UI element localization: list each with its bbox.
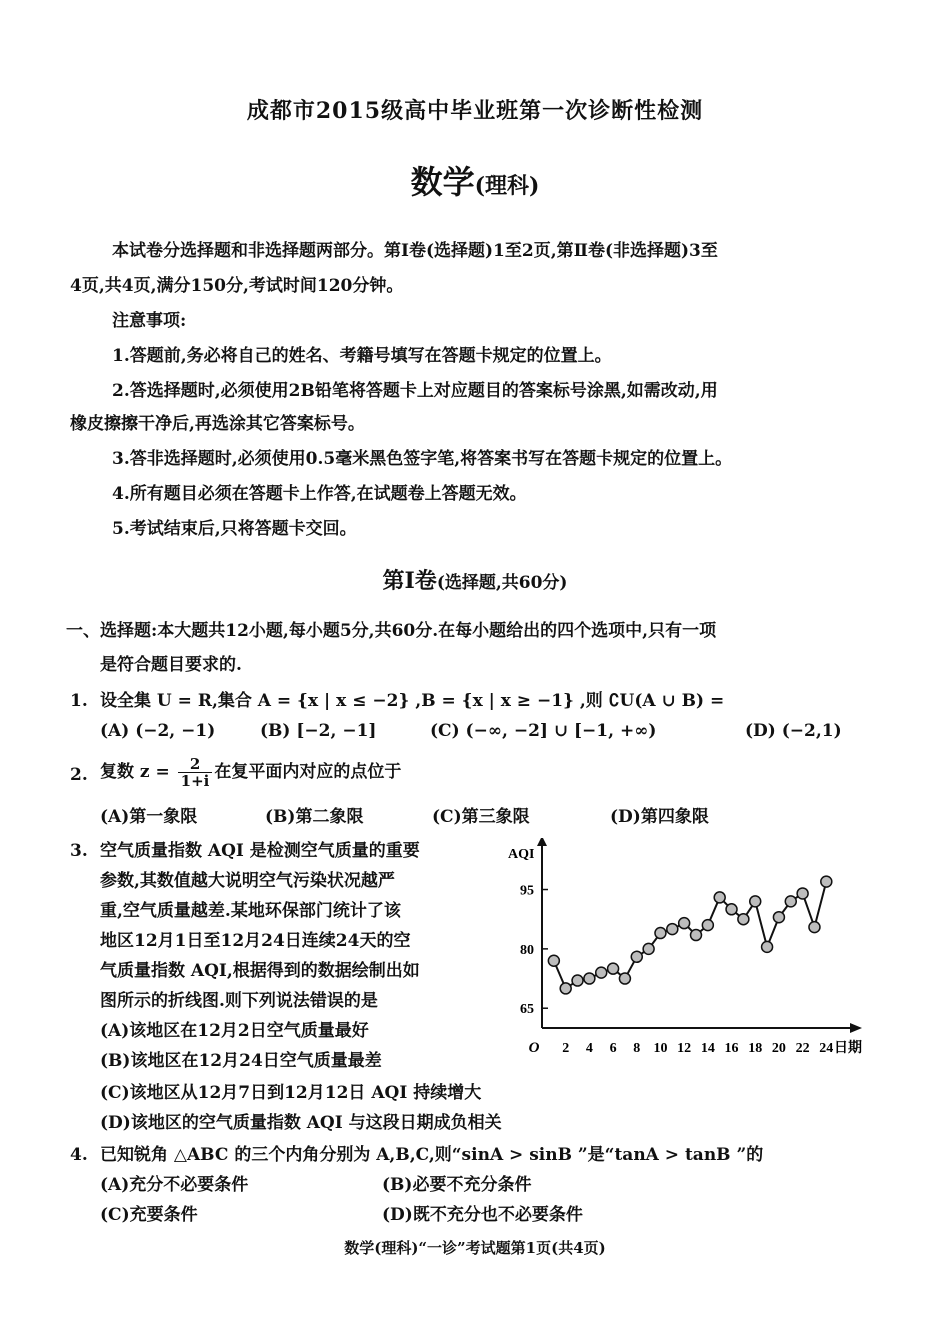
x-tick-label: 22 bbox=[795, 1041, 810, 1056]
q3-line: 气质量指数 AQI,根据得到的数据绘制出如 bbox=[100, 961, 420, 981]
q4-stem: 已知锐角 △ABC 的三个内角分别为 A,B,C,则“sinA > sinB ”是“tanA > tanB ”的 bbox=[100, 1145, 764, 1165]
q3-option-c: (C)该地区从12月7日到12月12日 AQI 持续增大 bbox=[100, 1083, 482, 1103]
data-point bbox=[785, 896, 796, 907]
q3-option-d: (D)该地区的空气质量指数 AQI 与这段日期成负相关 bbox=[100, 1113, 502, 1133]
aqi-line-chart bbox=[500, 838, 870, 1083]
q2-option-b: (B)第二象限 bbox=[265, 807, 364, 827]
x-tick-label: 8 bbox=[633, 1041, 641, 1056]
data-point bbox=[738, 914, 749, 925]
data-point bbox=[702, 920, 713, 931]
x-tick-label: 4 bbox=[585, 1041, 593, 1056]
q1-option-c: (C) (−∞, −2] ∪ [−1, +∞) bbox=[430, 721, 657, 741]
q3-line: 空气质量指数 AQI 是检测空气质量的重要 bbox=[100, 841, 420, 861]
q3-number: 3. bbox=[70, 841, 88, 861]
subject-paren: (理科) bbox=[474, 173, 540, 199]
x-tick-label: 6 bbox=[609, 1041, 617, 1056]
x-tick-label: 18 bbox=[748, 1041, 763, 1056]
data-point bbox=[643, 943, 654, 954]
x-tick-label: 2 bbox=[562, 1041, 570, 1056]
q3-line: 图所示的折线图.则下列说法错误的是 bbox=[100, 991, 378, 1011]
q3-option-a: (A)该地区在12月2日空气质量最好 bbox=[100, 1021, 369, 1041]
y-tick-label: 80 bbox=[520, 942, 534, 958]
x-tick-label: 14 bbox=[700, 1041, 715, 1056]
data-point bbox=[809, 922, 820, 933]
note-item: 1.答题前,务必将自己的姓名、考籍号填写在答题卡规定的位置上。 bbox=[112, 346, 612, 366]
y-tick-label: 65 bbox=[520, 1002, 534, 1018]
data-point bbox=[619, 973, 630, 984]
q1-option-d: (D) (−2,1) bbox=[745, 721, 842, 741]
data-point bbox=[821, 876, 832, 887]
x-tick-label: 24 bbox=[819, 1041, 834, 1056]
part1-instruction-line-1: 一、选择题:本大题共12小题,每小题5分,共60分.在每小题给出的四个选项中,只有一项 bbox=[66, 621, 717, 641]
x-axis-label: 日期 bbox=[834, 1040, 862, 1056]
page-footer: 数学(理科)“一诊”考试题第1页(共4页) bbox=[344, 1239, 606, 1257]
q1-option-b: (B) [−2, −1] bbox=[260, 721, 377, 741]
aqi-series-points bbox=[548, 876, 831, 994]
notes-title: 注意事项: bbox=[112, 311, 187, 331]
x-axis-arrow bbox=[850, 1023, 862, 1033]
q4-option-c: (C)充要条件 bbox=[100, 1205, 198, 1225]
note-item: 2.答选择题时,必须使用2B铅笔将答题卡上对应题目的答案标号涂黑,如需改动,用 bbox=[112, 381, 718, 401]
y-axis-label: AQI bbox=[508, 847, 535, 862]
q1-number: 1. bbox=[70, 691, 88, 711]
note-item: 橡皮擦擦干净后,再选涂其它答案标号。 bbox=[70, 414, 365, 434]
exam-title: 成都市2015级高中毕业班第一次诊断性检测 bbox=[246, 98, 704, 124]
q3-line: 重,空气质量越差.某地环保部门统计了该 bbox=[100, 901, 401, 921]
q2-option-a: (A)第一象限 bbox=[100, 807, 198, 827]
q2-stem bbox=[100, 752, 401, 792]
data-point bbox=[714, 892, 725, 903]
subject-title bbox=[0, 162, 950, 206]
q3-option-b: (B)该地区在12月24日空气质量最差 bbox=[100, 1051, 382, 1071]
data-point bbox=[750, 896, 761, 907]
data-point bbox=[608, 963, 619, 974]
q2-number: 2. bbox=[70, 765, 88, 785]
q3-line: 参数,其数值越大说明空气污染状况越严 bbox=[100, 871, 395, 891]
data-point bbox=[655, 928, 666, 939]
data-point bbox=[572, 975, 583, 986]
intro-line-2: 4页,共4页,满分150分,考试时间120分钟。 bbox=[70, 276, 404, 296]
data-point bbox=[548, 955, 559, 966]
q4-number: 4. bbox=[70, 1145, 88, 1165]
y-axis-arrow bbox=[537, 838, 547, 846]
x-tick-label: 20 bbox=[771, 1041, 786, 1056]
data-point bbox=[691, 930, 702, 941]
q4-option-d: (D)既不充分也不必要条件 bbox=[382, 1205, 583, 1225]
data-point bbox=[797, 888, 808, 899]
q2-stem-pre: 复数 z = bbox=[100, 762, 170, 782]
data-point bbox=[773, 912, 784, 923]
origin-label: O bbox=[528, 1040, 540, 1056]
y-tick-label: 95 bbox=[520, 883, 534, 899]
data-point bbox=[560, 983, 571, 994]
q2-stem-post: 在复平面内对应的点位于 bbox=[214, 762, 402, 782]
note-item: 5.考试结束后,只将答题卡交回。 bbox=[112, 519, 357, 539]
q2-fraction bbox=[178, 756, 213, 789]
q4-option-a: (A)充分不必要条件 bbox=[100, 1175, 249, 1195]
q1-stem: 设全集 U = R,集合 A = {x | x ≤ −2} ,B = {x | x ≥ −1} ,则 ∁U(A ∪ B) = bbox=[100, 691, 725, 711]
data-point bbox=[631, 951, 642, 962]
section-subtitle: (选择题,共60分) bbox=[436, 573, 568, 593]
q3-line: 地区12月1日至12月24日连续24天的空 bbox=[100, 931, 411, 951]
data-point bbox=[679, 918, 690, 929]
chart-labels bbox=[508, 847, 862, 1056]
data-point bbox=[667, 924, 678, 935]
section-heading bbox=[0, 564, 950, 595]
x-tick-label: 10 bbox=[653, 1041, 668, 1056]
q1-option-a: (A) (−2, −1) bbox=[100, 721, 216, 741]
intro-line-1: 本试卷分选择题和非选择题两部分。第Ⅰ卷(选择题)1至2页,第Ⅱ卷(非选择题)3至 bbox=[112, 241, 718, 261]
q4-option-b: (B)必要不充分条件 bbox=[382, 1175, 532, 1195]
data-point bbox=[726, 904, 737, 915]
x-tick-label: 16 bbox=[724, 1041, 739, 1056]
section-title: 第Ⅰ卷 bbox=[382, 568, 437, 594]
part1-instruction-line-2: 是符合题目要求的. bbox=[100, 655, 242, 675]
q2-fraction-denominator: 1+i bbox=[180, 772, 210, 790]
note-item: 4.所有题目必须在答题卡上作答,在试题卷上答题无效。 bbox=[112, 484, 527, 504]
x-tick-label: 12 bbox=[677, 1041, 692, 1056]
data-point bbox=[596, 967, 607, 978]
data-point bbox=[584, 973, 595, 984]
q2-option-d: (D)第四象限 bbox=[610, 807, 709, 827]
subject-name: 数学 bbox=[410, 163, 475, 201]
note-item: 3.答非选择题时,必须使用0.5毫米黑色签字笔,将答案书写在答题卡规定的位置上。 bbox=[112, 449, 733, 469]
data-point bbox=[762, 941, 773, 952]
q2-fraction-numerator: 2 bbox=[178, 756, 213, 773]
q2-option-c: (C)第三象限 bbox=[432, 807, 530, 827]
